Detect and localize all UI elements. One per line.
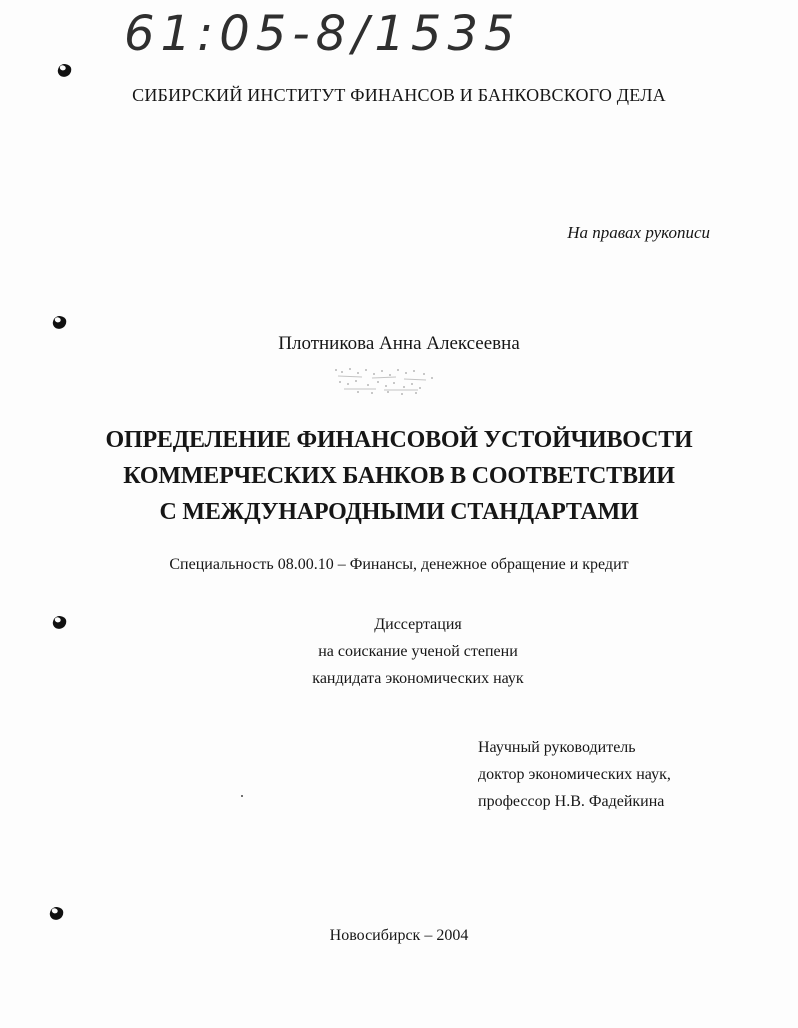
degree-line: кандидата экономических наук <box>312 670 524 687</box>
supervisor-line: доктор экономических наук, <box>478 766 671 783</box>
institute-name: СИБИРСКИЙ ИНСТИТУТ ФИНАНСОВ И БАНКОВСКОГО ДЕЛА <box>132 85 666 105</box>
dissertation-title <box>0 422 798 530</box>
faded-stamp-drawing <box>328 362 446 398</box>
dissertation-degree-block <box>218 611 618 692</box>
manuscript-note: На правах рукописи <box>567 223 710 242</box>
title-line: С МЕЖДУНАРОДНЫМИ СТАНДАРТАМИ <box>159 499 639 525</box>
handwritten-code-drawing <box>120 2 550 64</box>
city-year: Новосибирск – 2004 <box>329 927 469 944</box>
binding-hole-mark <box>56 62 72 78</box>
scan-speck <box>241 795 243 797</box>
binding-hole-mark <box>51 314 67 330</box>
handwritten-archive-code <box>120 2 550 64</box>
handwritten-code-text: 61:05-8/1535 <box>124 6 521 62</box>
binding-hole-mark <box>51 614 67 630</box>
supervisor-block <box>478 734 671 815</box>
title-line: КОММЕРЧЕСКИХ БАНКОВ В СООТВЕТСТВИИ <box>123 463 675 489</box>
degree-line: на соискание ученой степени <box>318 643 518 660</box>
faded-stamp <box>328 362 446 398</box>
supervisor-line: Научный руководитель <box>478 739 636 756</box>
specialty-line: Специальность 08.00.10 – Финансы, денежное обращение и кредит <box>169 556 629 573</box>
binding-hole-mark <box>48 905 64 921</box>
title-line: ОПРЕДЕЛЕНИЕ ФИНАНСОВОЙ УСТОЙЧИВОСТИ <box>105 427 693 453</box>
degree-line: Диссертация <box>374 616 462 633</box>
author-name: Плотникова Анна Алексеевна <box>278 333 520 354</box>
supervisor-line: профессор Н.В. Фадейкина <box>478 793 665 810</box>
